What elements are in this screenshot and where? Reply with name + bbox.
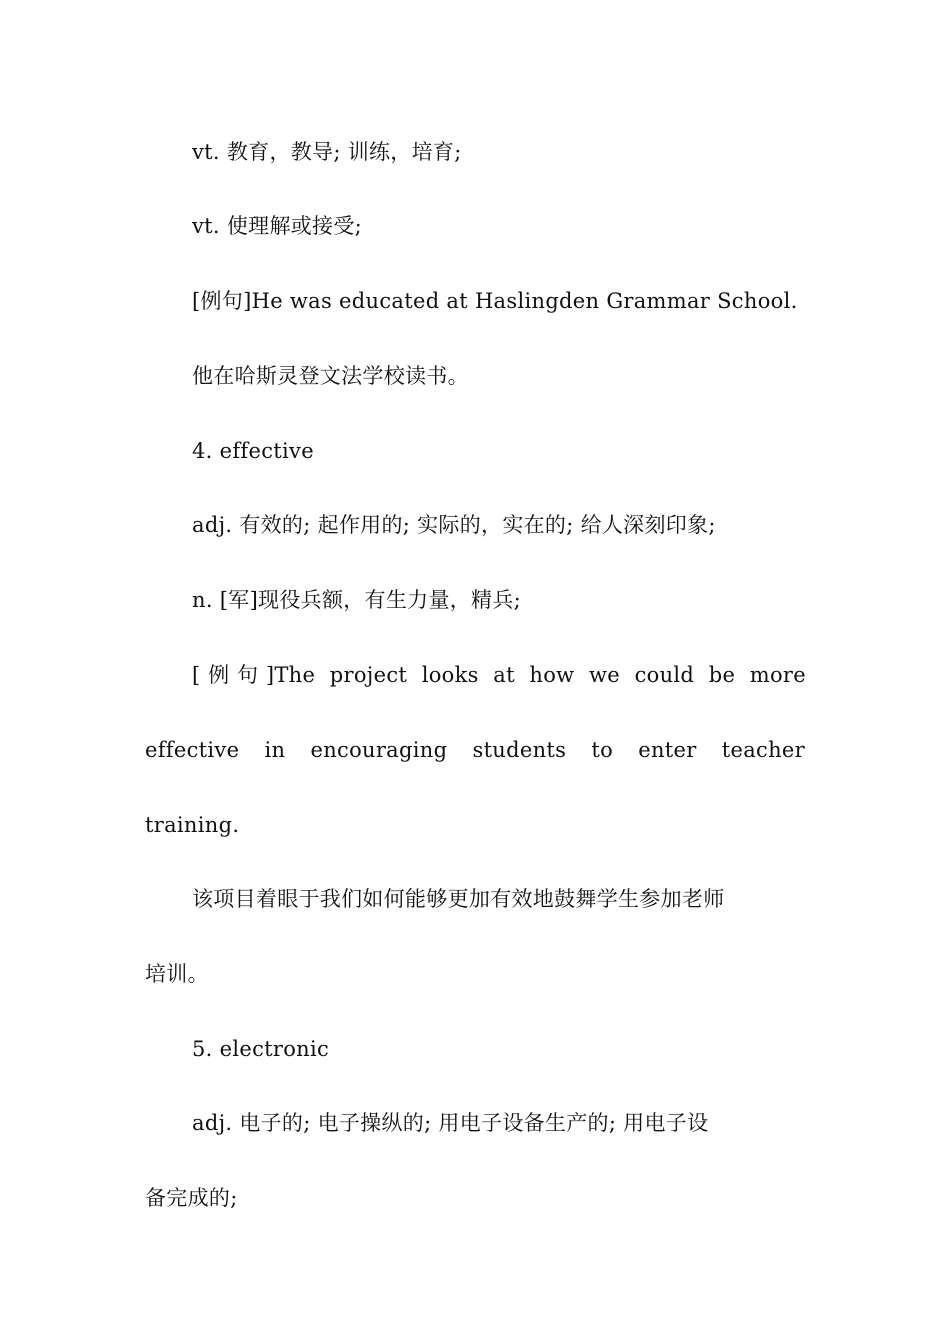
definition-line: adj. 电子的; 电子操纵的; 用电子设备生产的; 用电子设 bbox=[192, 1111, 709, 1135]
definition-line: vt. 教育，教导; 训练，培育; bbox=[192, 140, 462, 164]
definition-line-end: 备完成的; bbox=[145, 1186, 238, 1210]
definition-line: vt. 使理解或接受; bbox=[192, 214, 363, 238]
example-sentence: [例句]He was educated at Haslingden Grammar School. bbox=[192, 289, 798, 313]
definition-line: adj. 有效的; 起作用的; 实际的，实在的; 给人深刻印象; bbox=[192, 513, 716, 537]
example-translation: 该项目着眼于我们如何能够更加有效地鼓舞学生参加老师 bbox=[192, 887, 725, 911]
definition-line: n. [军]现役兵额，有生力量，精兵; bbox=[192, 588, 522, 612]
example-sentence: [例句]The project looks at how we could be more bbox=[192, 663, 806, 687]
example-translation: 他在哈斯灵登文法学校读书。 bbox=[192, 364, 469, 388]
example-sentence-continued: effective in encouraging students to enter teacher bbox=[145, 738, 805, 762]
word-heading: 5. electronic bbox=[192, 1037, 330, 1061]
example-translation-end: 培训。 bbox=[145, 962, 209, 986]
example-sentence-end: training. bbox=[145, 813, 240, 837]
word-heading: 4. effective bbox=[192, 439, 314, 463]
